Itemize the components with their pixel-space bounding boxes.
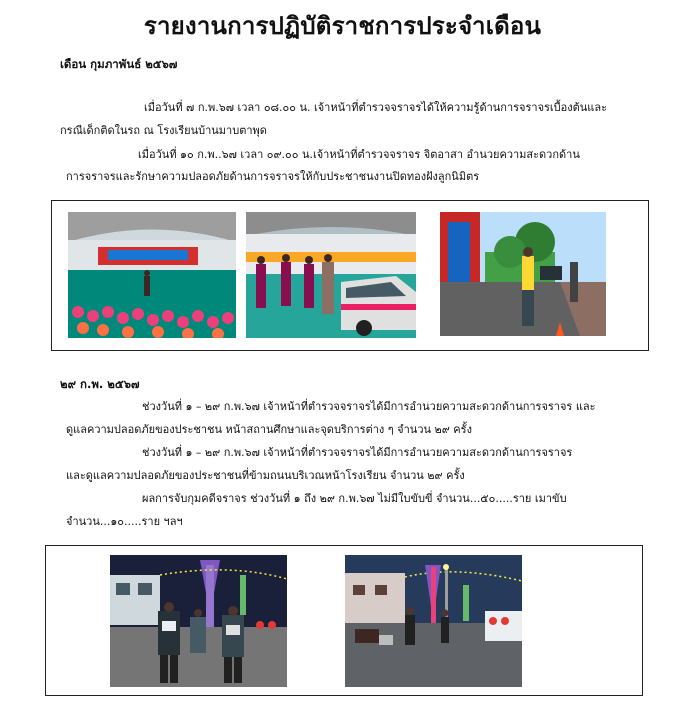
section2-p1-line2: ดูแลความปลอดภัยของประชาชน หน้าสถานศึกษาและจุดบริการต่าง ๆ จำนวน ๒๙ ครั้ง xyxy=(66,423,472,436)
page-title: รายงานการปฏิบัติราชการประจำเดือน xyxy=(143,12,542,40)
photo-car-demo xyxy=(246,212,416,338)
section1-p1-line1: เมื่อวันที่ ๗ ก.พ.๖๗ เวลา ๐๘.๐๐ น. เจ้าหน้าที่ตำรวจจราจรได้ให้ความรู้ด้านการจราจรเบื้องต้นและ xyxy=(144,101,608,114)
section1-p2-line2: การจราจรและรักษาความปลอดภัยด้านการจราจรให้กับประชาชนงานปิดทองฝังลูกนิมิตร xyxy=(66,170,480,183)
photo-street-officer xyxy=(440,212,606,336)
section2-p3-line2: จำนวน...๑๐.....ราย ฯลฯ xyxy=(66,515,183,528)
photo-school-gym xyxy=(68,212,236,338)
section2-p2-line2: และดูแลความปลอดภัยของประชาชนที่ข้ามถนนบริเวณหน้าโรงเรียน จำนวน ๒๙ ครั้ง xyxy=(66,469,465,482)
photo-box-1 xyxy=(51,200,649,351)
month-label: เดือน กุมภาพันธ์ ๒๕๖๗ xyxy=(60,57,178,71)
photo-night-checkpoint xyxy=(110,555,287,687)
section1-p2-line1: เมื่อวันที่ ๑๐ ก.พ..๖๗ เวลา ๐๙.๐๐ น.เจ้าหน้าที่ตำรวจจราจร จิตอาสา อำนวยความสะดวกด้าน xyxy=(138,148,580,161)
photo-box-2 xyxy=(45,545,643,696)
date-label: ๒๙ ก.พ. ๒๕๖๗ xyxy=(60,377,140,391)
photo-night-street xyxy=(345,555,522,687)
section1-p1-line2: กรณีเด็กติดในรถ ณ โรงเรียนบ้านมาบตาพุด xyxy=(60,124,267,137)
section2-p2-line1: ช่วงวันที่ ๑ – ๒๙ ก.พ.๖๗ เจ้าหน้าที่ตำรวจจราจรได้มีการอำนวยความสะดวกด้านการจราจร xyxy=(142,446,573,459)
section2-p1-line1: ช่วงวันที่ ๑ – ๒๙ ก.พ.๖๗ เจ้าหน้าที่ตำรวจจราจรได้มีการอำนวยความสะดวกด้านการจราจร และ xyxy=(142,400,596,413)
section2-p3-line1: ผลการจับกุมคดีจราจร ช่วงวันที่ ๑ ถึง ๒๙ ก.พ.๖๗ ไม่มีใบขับขี่ จำนวน...๕๐.....ราย เมาขับ xyxy=(142,492,567,505)
